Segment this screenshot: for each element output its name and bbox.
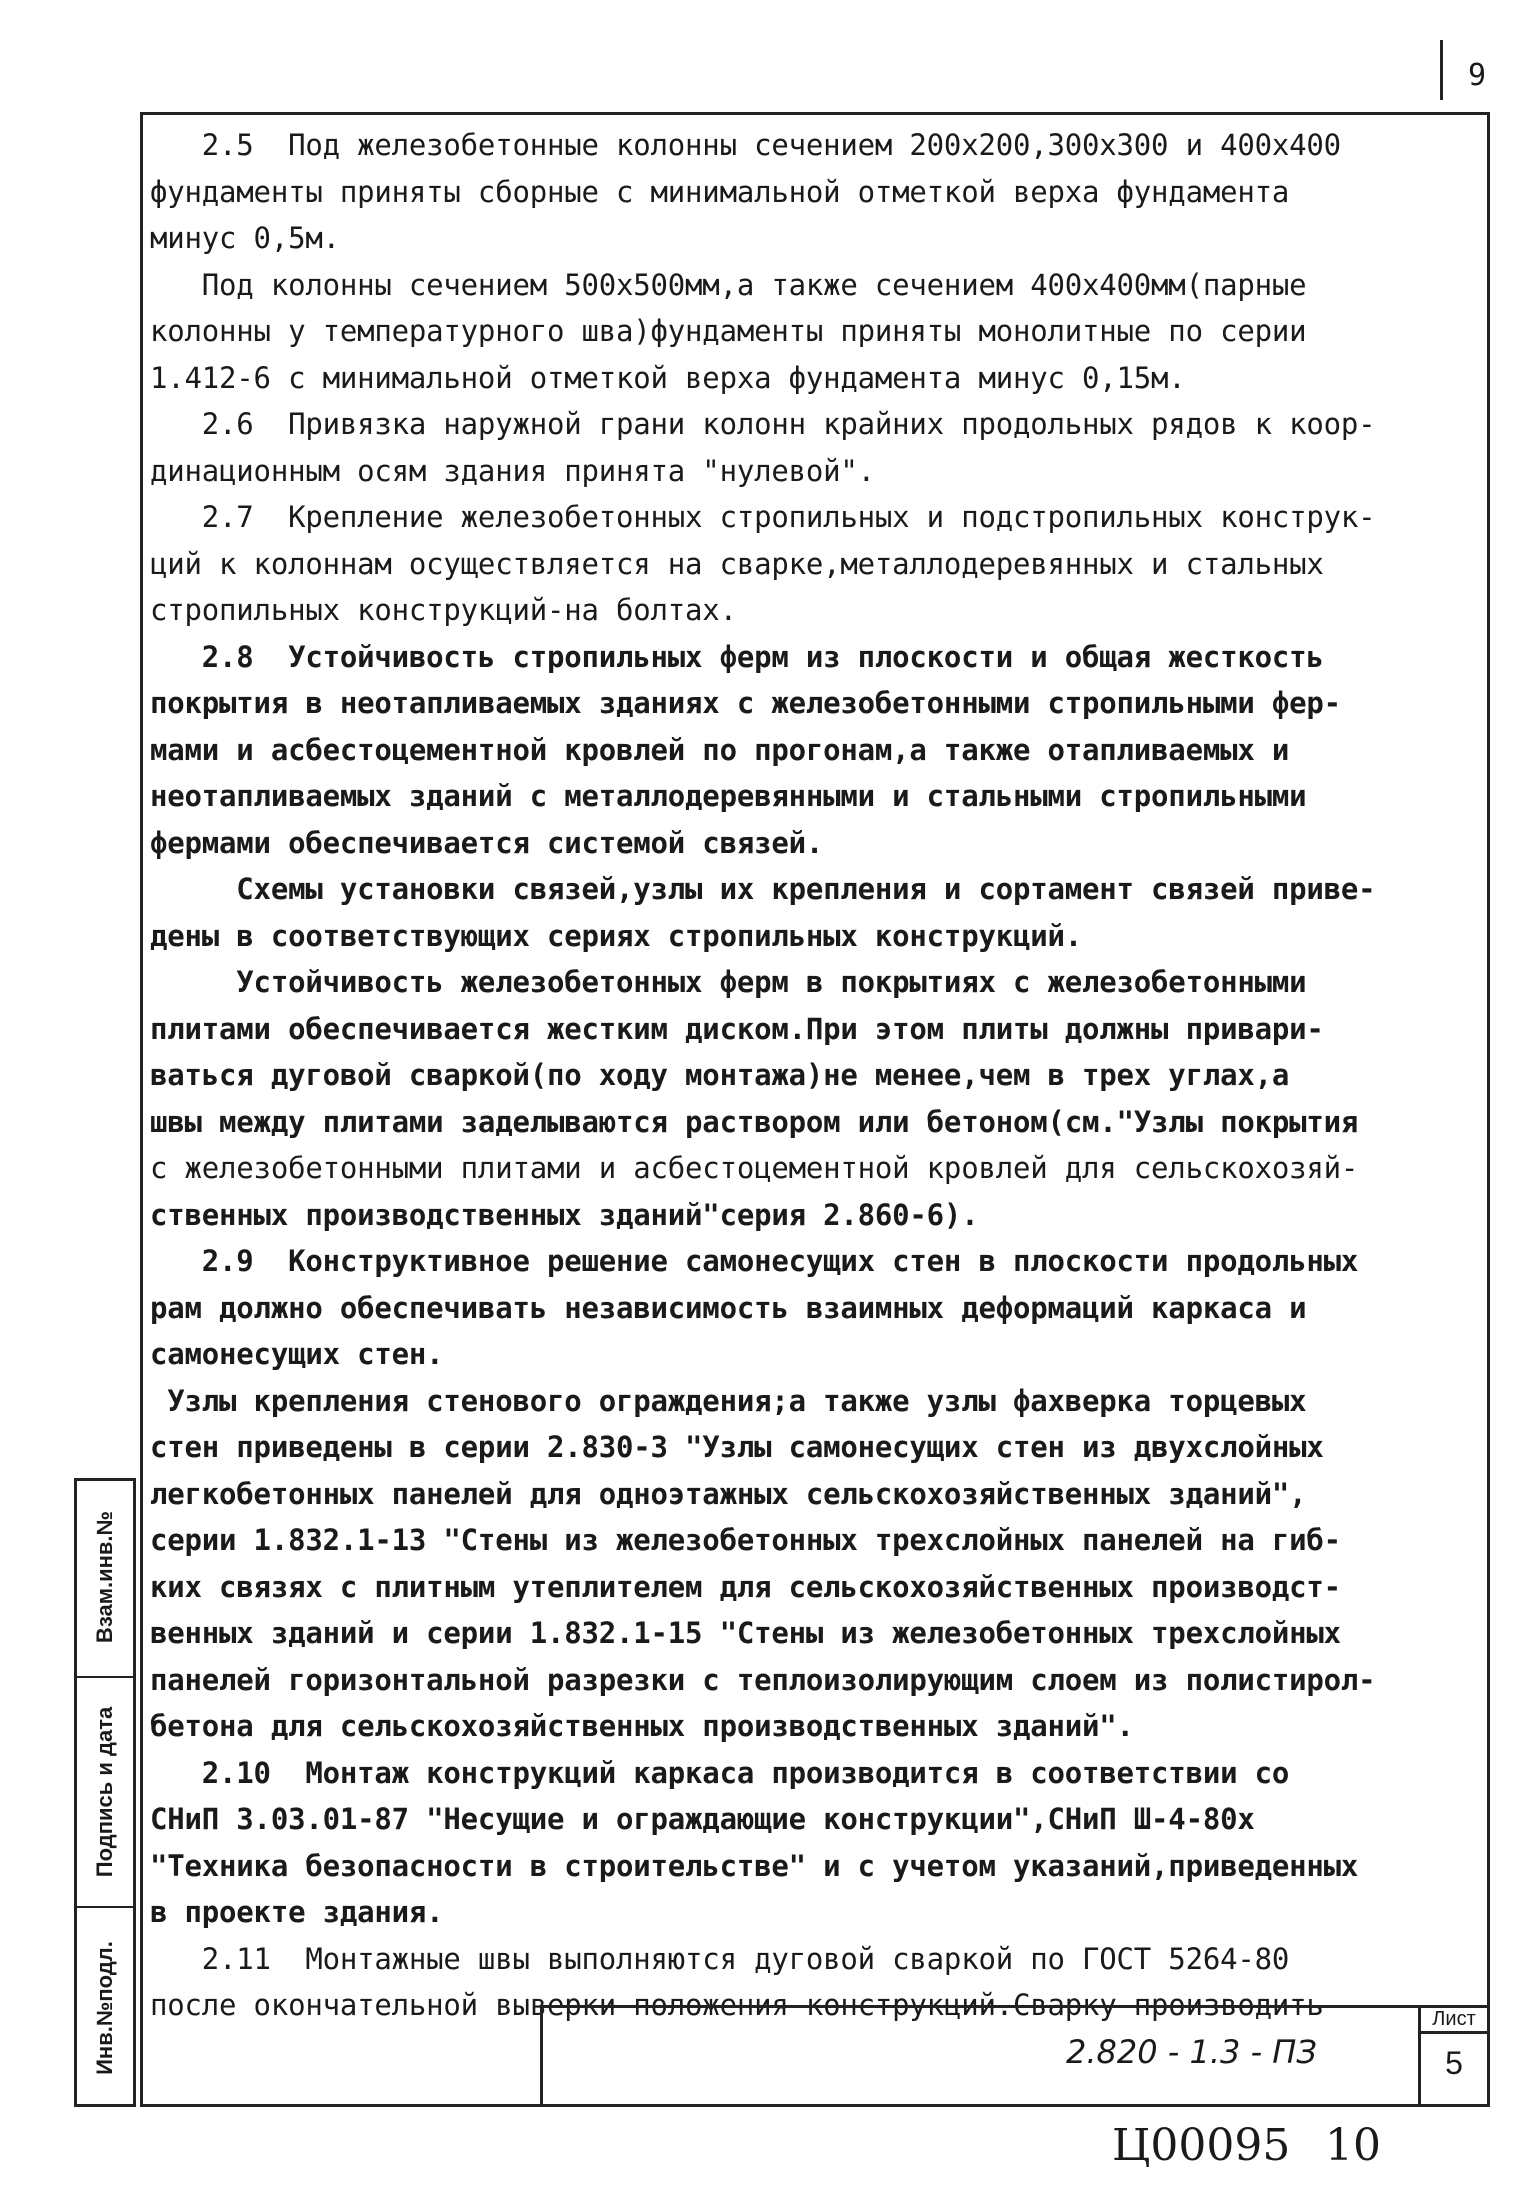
text-line: мами и асбестоцементной кровлей по прогонам,а также отапливаемых и: [150, 732, 1290, 767]
text-line: Под колонны сечением 500x500мм,а также сечением 400x400мм(парные: [150, 267, 1307, 302]
text-line: ственных производственных зданий"серия 2.860-6).: [150, 1197, 979, 1232]
text-line: рам должно обеспечивать независимость взаимных деформаций каркаса и: [150, 1290, 1307, 1325]
side-label-text: Взам.инв.№: [92, 1510, 118, 1644]
text-line: стен приведены в серии 2.830-3 "Узлы самонесущих стен из двухслойных: [150, 1430, 1324, 1464]
text-line: СНиП 3.03.01-87 "Несущие и ограждающие конструкции",СНиП Ш-4-80х: [150, 1802, 1255, 1836]
document-body: [150, 122, 1480, 2029]
text-line: после окончательной выверки положения конструкций.Сварку производить: [150, 1988, 1324, 2022]
text-line: минус 0,5м.: [150, 221, 340, 255]
text-line: стропильных конструкций-на болтах.: [150, 593, 737, 627]
text-line: колонны у температурного шва)фундаменты приняты монолитные по серии: [150, 314, 1307, 348]
title-block: [540, 2005, 1490, 2107]
text-line: плитами обеспечивается жестким диском.При этом плиты должны привари-: [150, 1011, 1324, 1046]
text-line: покрытия в неотапливаемых зданиях с железобетонными стропильными фер-: [150, 686, 1341, 720]
side-label-text: Подпись и дата: [92, 1706, 117, 1878]
text-line: Схемы установки связей,узлы их крепления и сортамент связей приве-: [150, 872, 1376, 906]
text-line: 2.9 Конструктивное решение самонесущих стен в плоскости продольных: [150, 1244, 1359, 1278]
text-line: 2.7 Крепление железобетонных стропильных и подстропильных конструк-: [150, 500, 1376, 534]
text-line: Узлы крепления стенового ограждения;а также узлы фахверка торцевых: [150, 1383, 1307, 1418]
text-line: 2.6 Привязка наружной грани колонн крайних продольных рядов к коор-: [150, 407, 1376, 441]
page-number: 9: [1468, 58, 1487, 93]
text-line: венных зданий и серии 1.832.1-15 "Стены из железобетонных трехслойных: [150, 1616, 1341, 1650]
side-label-text: Инв.№подл.: [92, 1940, 118, 2075]
sheet-number: 5: [1445, 2045, 1463, 2081]
text-line: 2.11 Монтажные швы выполняются дуговой сваркой по ГОСТ 5264-80: [150, 1941, 1290, 1976]
text-line: фермами обеспечивается системой связей.: [150, 825, 824, 860]
side-label-replacement-inventory: [74, 1478, 136, 1678]
text-line: ких связях с плитным утеплителем для сельскохозяйственных производст-: [150, 1569, 1341, 1604]
text-line: легкобетонных панелей для одноэтажных сельскохозяйственных зданий",: [150, 1476, 1307, 1511]
text-line: с железобетонными плитами и асбестоцементной кровлей для сельскохозяй-: [150, 1151, 1359, 1185]
sheet-label: Лист: [1420, 2008, 1488, 2034]
side-label-signature-date: [74, 1678, 136, 1908]
text-line: динационным осям здания принята "нулевой".: [150, 453, 875, 488]
text-line: 2.8 Устойчивость стропильных ферм из плоскости и общая жесткость: [150, 639, 1324, 674]
archive-page: 10: [1325, 2120, 1381, 2171]
text-line: бетона для сельскохозяйственных производственных зданий".: [150, 1709, 1134, 1743]
text-line: 2.5 Под железобетонные колонны сечением 200x200,300x300 и 400x400: [150, 128, 1341, 162]
text-line: дены в соответствующих сериях стропильных конструкций.: [150, 918, 1083, 953]
text-line: панелей горизонтальной разрезки с теплоизолирующим слоем из полистирол-: [150, 1662, 1376, 1697]
text-line: 1.412-6 с минимальной отметкой верха фундамента минус 0,15м.: [150, 360, 1186, 395]
text-line: самонесущих стен.: [150, 1337, 444, 1371]
page-number-rule: [1440, 40, 1443, 100]
side-label-original-inventory: [74, 1908, 136, 2107]
text-line: в проекте здания.: [150, 1895, 444, 1929]
archive-number: Ц00095: [1112, 2120, 1291, 2171]
text-line: ций к колоннам осуществляется на сварке,металлодеревянных и стальных: [150, 546, 1324, 581]
text-line: Устойчивость железобетонных ферм в покрытиях с железобетонными: [150, 965, 1307, 999]
text-line: "Техника безопасности в строительстве" и с учетом указаний,приведенных: [150, 1848, 1359, 1883]
text-line: неотапливаемых зданий с металлодеревянными и стальными стропильными: [150, 779, 1307, 813]
document-code: 2.820 - 1.3 - ПЗ: [1066, 2033, 1317, 2071]
text-line: 2.10 Монтаж конструкций каркаса производится в соответствии со: [150, 1755, 1290, 1790]
text-line: фундаменты приняты сборные с минимальной отметкой верха фундамента: [150, 174, 1290, 209]
text-line: ваться дуговой сваркой(по ходу монтажа)не менее,чем в трех углах,а: [150, 1058, 1290, 1092]
text-line: серии 1.832.1-13 "Стены из железобетонных трехслойных панелей на гиб-: [150, 1523, 1341, 1557]
text-line: швы между плитами заделываются раствором или бетоном(см."Узлы покрытия: [150, 1104, 1359, 1139]
